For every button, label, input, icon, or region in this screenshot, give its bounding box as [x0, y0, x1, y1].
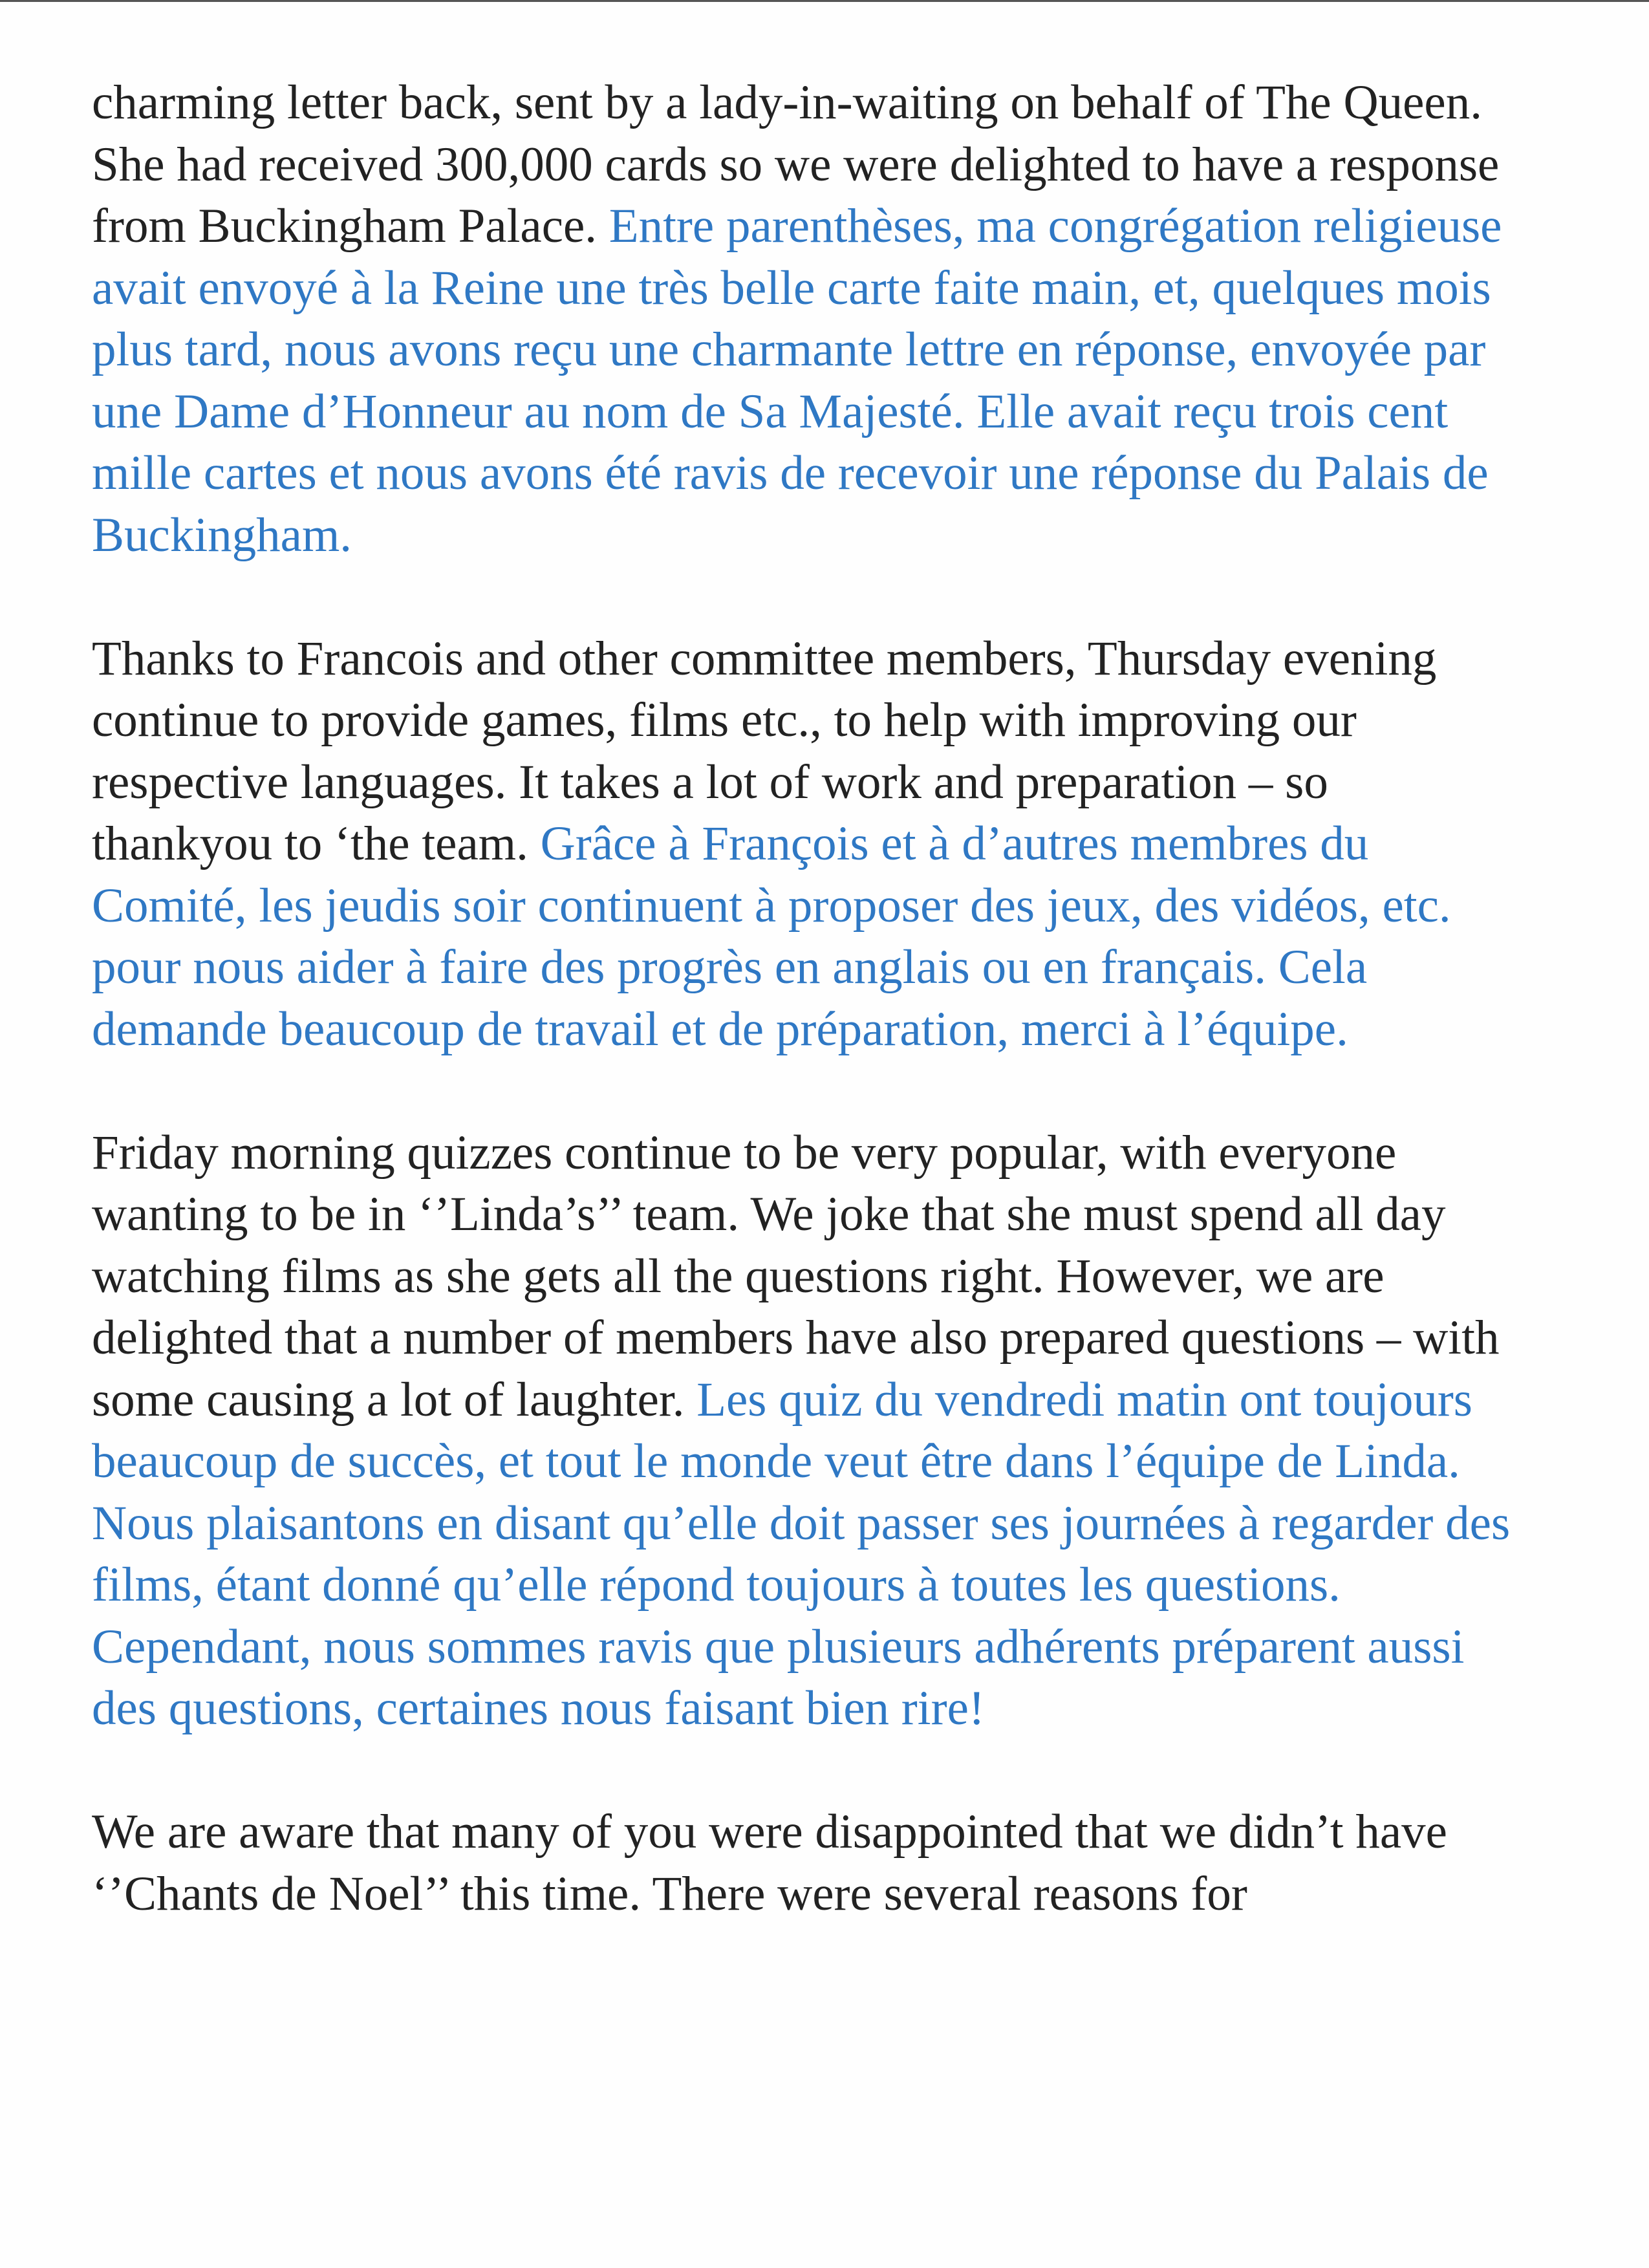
paragraph-english-text: charming letter back, sent by a lady-in-waiting on behalf of The Queen. She had received 300,000 cards so we were delighted to have a response from Buckingham Palace. [92, 76, 1500, 253]
paragraph-french-text: Grâce à François et à d’autres membres du Comité, les jeudis soir continuent à proposer des jeux, des vidéos, etc. pour nous aider à faire des progrès en anglais ou en français. Cela demande beaucoup de travail et de préparation, merci à l’équipe. [92, 817, 1451, 1056]
paragraph-english-text: Friday morning quizzes continue to be very popular, with everyone wanting to be in ‘’Linda’s’’ team. We joke that she must spend all day watching films as she gets all the questions right. However, we are delighted that a number of members have also prepared questions – with some causing a lot of laughter. [92, 1125, 1500, 1427]
paragraph-queen-letter [92, 72, 1514, 566]
paragraph-english-text: Thanks to Francois and other committee members, Thursday evening continue to provide games, films etc., to help with improving our respective languages. It takes a lot of work and preparation – so thankyou to ‘the team. [92, 631, 1437, 870]
paragraph-friday-quizzes [92, 1122, 1514, 1740]
paragraph-french-text: Entre parenthèses, ma congrégation religieuse avait envoyé à la Reine une très belle carte faite main, et, quelques mois plus tard, nous avons reçu une charmante lettre en réponse, envoyée par une Dame d’Honneur au nom de Sa Majesté. Elle avait reçu trois cent mille cartes et nous avons été ravis de recevoir une réponse du Palais de Buckingham. [92, 199, 1502, 562]
paragraph-chants-de-noel [92, 1801, 1514, 1925]
letter-body [92, 72, 1514, 1925]
paragraph-thursday-evenings [92, 628, 1514, 1061]
paragraph-french-text: Les quiz du vendredi matin ont toujours beaucoup de succès, et tout le monde veut être dans l’équipe de Linda. Nous plaisantons en disant qu’elle doit passer ses journées à regarder des films, étant donné qu’elle répond toujours à toutes les questions. Cependant, nous sommes ravis que plusieurs adhérents préparent aussi des questions, certaines nous faisant bien rire! [92, 1372, 1511, 1735]
paragraph-english-text: We are aware that many of you were disappointed that we didn’t have ‘’Chants de Noel’’ this time. There were several reasons for [92, 1805, 1447, 1921]
